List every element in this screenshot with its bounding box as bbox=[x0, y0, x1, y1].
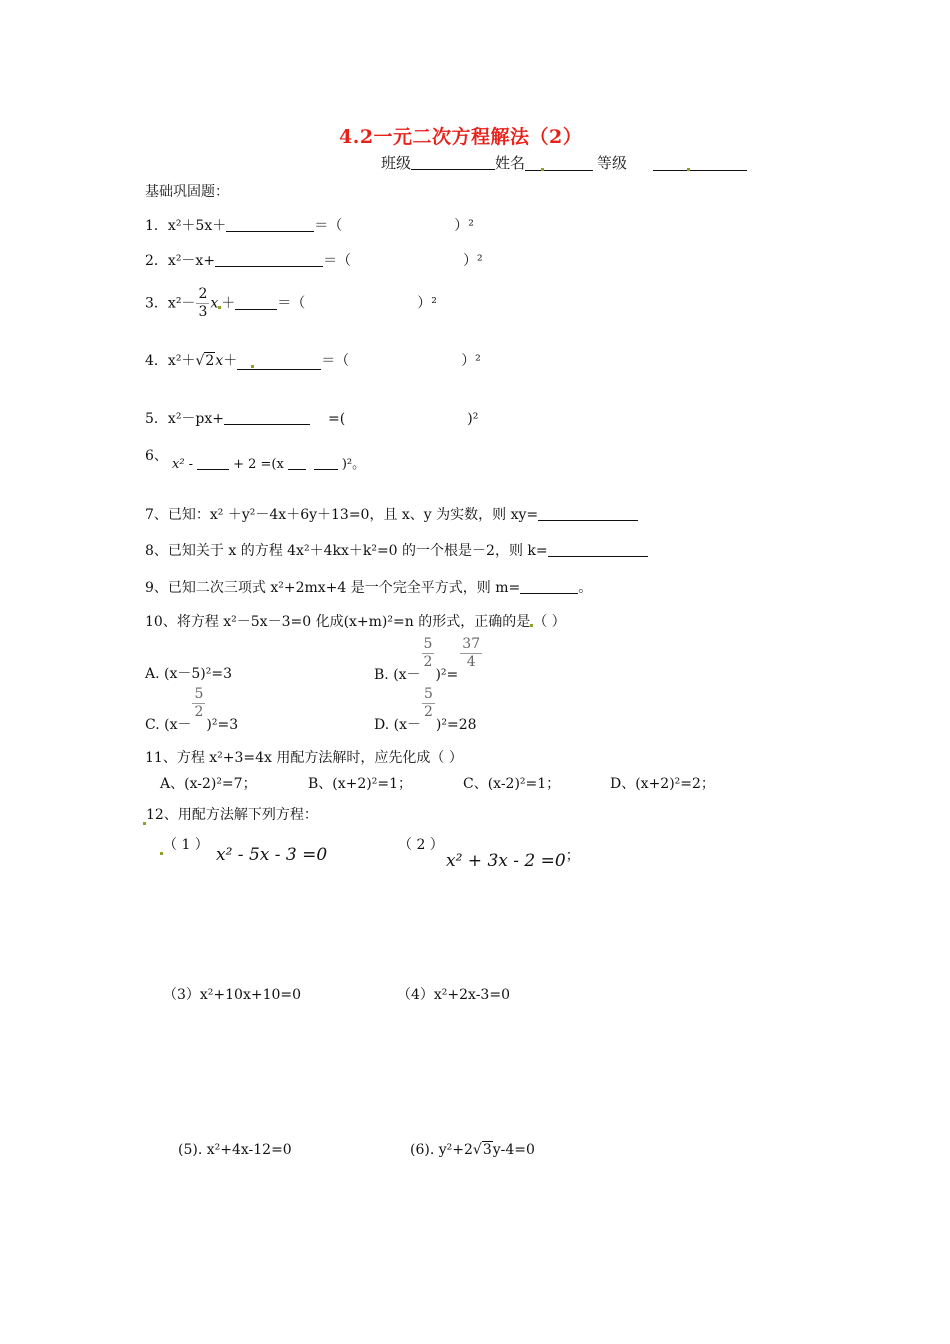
question-4: 4．x²＋√2x＋ ＝（ ）² bbox=[145, 353, 481, 369]
question-6-number: 6、 bbox=[145, 448, 168, 464]
q4-blank[interactable] bbox=[237, 355, 321, 370]
q12-part-5: (5). x²+4x-12=0 bbox=[178, 1142, 292, 1158]
q12-part-1-equation: x² - 5x - 3 =0 bbox=[216, 845, 328, 865]
q11-option-a[interactable]: A、(x-2)²=7； bbox=[160, 776, 257, 792]
q10-option-c[interactable]: C. (x－ $\frac{5}{2}$ )²=3 bbox=[145, 686, 239, 733]
question-3: 3．x²－ $\frac{2}{3}$ x ＋ ＝（ ）² bbox=[145, 286, 437, 320]
question-8: 8、已知关于 x 的方程 4x²＋4kx＋k²=0 的一个根是－2，则 k= bbox=[145, 540, 648, 560]
name-blank[interactable] bbox=[525, 156, 593, 171]
q3-blank[interactable] bbox=[235, 295, 277, 310]
section-heading: 基础巩固题： bbox=[145, 184, 229, 200]
question-11: 11、方程 x²+3=4x 用配方法解时，应先化成（ ） bbox=[145, 750, 463, 766]
q12-part-4: （4）x²+2x-3=0 bbox=[397, 987, 510, 1003]
question-2: 2．x²－x+ ＝（ ）² bbox=[145, 253, 483, 269]
q5-blank[interactable] bbox=[224, 410, 310, 425]
q7-blank[interactable] bbox=[538, 506, 638, 521]
header-row bbox=[381, 152, 747, 173]
q2-blank[interactable] bbox=[215, 252, 323, 267]
name-label: 姓名 bbox=[495, 154, 526, 172]
q1-blank[interactable] bbox=[226, 217, 314, 232]
question-6: x² - + 2 =(x )²。 bbox=[172, 457, 366, 472]
q10-option-a[interactable]: A. (x－5)²=3 bbox=[145, 666, 232, 682]
grade-blank[interactable] bbox=[653, 156, 747, 171]
q12-part-3: （3）x²+10x+10=0 bbox=[163, 987, 302, 1003]
q10-option-d[interactable]: D. (x－ $\frac{5}{2}$ )²=28 bbox=[374, 686, 477, 733]
sqrt-symbol: √3 bbox=[472, 1142, 492, 1158]
q3-fraction: $\frac{2}{3}$ bbox=[198, 286, 208, 320]
q9-blank[interactable] bbox=[520, 579, 578, 594]
question-5: 5．x²－px+ =( )² bbox=[145, 411, 479, 427]
q12-part-1-label: （ 1 ） bbox=[160, 834, 209, 855]
question-10: 10、将方程 x²－5x－3=0 化成(x+m)²=n 的形式，正确的是 （ ） bbox=[145, 614, 566, 630]
q11-option-b[interactable]: B、(x+2)²=1； bbox=[308, 776, 412, 792]
grade-label: 等级 bbox=[597, 154, 628, 172]
q6-blank-3[interactable] bbox=[314, 463, 338, 470]
q6-blank-1[interactable] bbox=[197, 463, 229, 470]
q10-option-b[interactable]: B. (x－ $\frac{5}{2}$ )²= $\frac{37}{4}$ bbox=[374, 636, 481, 683]
sqrt-symbol: √2 bbox=[195, 353, 215, 369]
question-1: 1．x²＋5x＋ ＝（ ）² bbox=[145, 218, 474, 234]
q11-option-c[interactable]: C、(x-2)²=1； bbox=[463, 776, 561, 792]
q12-part-6: (6). y²+2√3y-4=0 bbox=[410, 1142, 535, 1158]
class-label: 班级 bbox=[381, 154, 412, 172]
class-blank[interactable] bbox=[411, 155, 495, 170]
question-12: 12、用配方法解下列方程： bbox=[143, 804, 318, 825]
q12-part-2-label: （ 2 ） bbox=[398, 837, 444, 853]
q12-part-2-equation: x² + 3x - 2 =0； bbox=[446, 848, 580, 871]
question-7: 7、已知：x² ＋y²－4x＋6y＋13=0，且 x、y 为实数，则 xy= bbox=[145, 504, 638, 524]
q11-option-d[interactable]: D、(x+2)²=2； bbox=[610, 776, 715, 792]
question-9: 9、已知二次三项式 x²+2mx+4 是一个完全平方式，则 m= 。 bbox=[145, 580, 593, 596]
q8-blank[interactable] bbox=[548, 542, 648, 557]
page-title: 4.2一元二次方程解法（2） bbox=[339, 126, 583, 148]
q6-blank-2[interactable] bbox=[288, 463, 306, 470]
